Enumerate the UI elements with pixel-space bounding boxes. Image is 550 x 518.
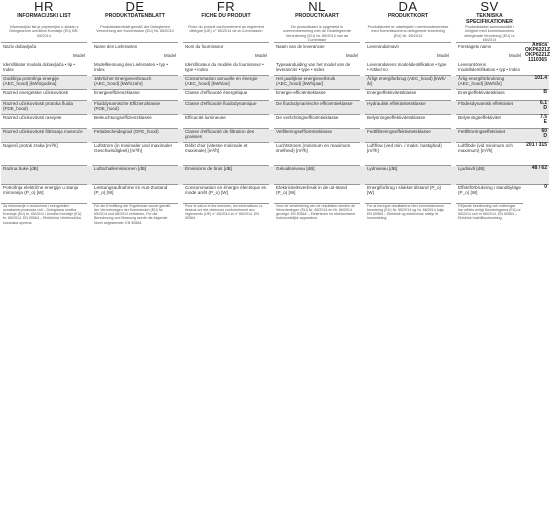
spec-label: Consommation en énergie électrique en mode arrêt (P_o) [W] — [185, 185, 267, 196]
model-identifier-label: Modellkennung des Lieferanten • typ • Index — [94, 62, 168, 73]
spec-label: Leistungsaufnahme im Aus-Zustand (P_o) [W] — [94, 185, 168, 196]
model-identifier-label: Identifikator modela dobavljača • tip • Index — [3, 62, 75, 73]
model-value: OKP6221Z — [525, 46, 550, 53]
document-title: INFORMACIJSKI LIST — [17, 13, 71, 19]
spec-label: Vetfilteringsefficiëntieklasse — [276, 129, 333, 135]
spec-label: Luftflöde (vid minimum och maximum) [m³/h] — [458, 143, 513, 154]
spec-row — [1, 166, 549, 185]
model-identifier-label: Identificateur du modèle du fournisseur • type • Index — [185, 62, 264, 73]
supplier-model-block — [458, 43, 521, 75]
brand-value: Amica — [531, 42, 547, 49]
spec-label-cell — [365, 90, 451, 101]
spec-label-cell — [274, 101, 360, 115]
spec-class-value: E — [543, 119, 547, 126]
spec-row — [1, 76, 549, 90]
spec-label-cell — [365, 115, 451, 129]
spec-label-cell — [274, 129, 360, 143]
spec-value: B — [543, 89, 547, 96]
spec-label: Geluidsniveau [dB] — [276, 166, 315, 172]
spec-label: Razred učinkovitosti filtriranja masnoće — [3, 129, 83, 135]
legal-intro: Produktkortet er udarbejdet i overensstemmelse med Kommissionens delegerede forordning (EU) Nr. 65/2014 — [367, 25, 449, 38]
spec-label-cell — [365, 166, 451, 185]
spec-label-cell — [92, 185, 178, 204]
spec-label-cell — [1, 143, 87, 166]
spec-label: Elektriciteitsverbruik in de uit-stand (P_o) [W] — [276, 185, 347, 196]
spec-label-cell — [92, 129, 178, 143]
spec-label: Årlig energiförbrukning (AEC_hood) [kWh/år] — [458, 76, 505, 87]
spec-label-cell — [183, 166, 269, 185]
document-title: PRODUCTKAART — [295, 13, 339, 19]
spec-label-cell — [456, 166, 523, 185]
spec-label-cell — [274, 115, 360, 129]
spec-class-value: D — [543, 105, 547, 112]
spec-label: Årligt energiforbrug (AEC_hood) [kWh/år] — [367, 76, 446, 87]
spec-label-cell — [456, 76, 523, 90]
spec-label-cell — [92, 143, 178, 166]
supplier-model-block — [367, 43, 449, 75]
spec-label: Effektförbrukning i standbyläge (P_o) [W] — [458, 185, 521, 196]
spec-label: Energie-efficiëntieklasse — [276, 90, 326, 96]
legal-intro: Produktdatenblatt gemäß der Delegierten Verordnung der Kommission (EU) Nr. 65/2014 — [96, 25, 174, 34]
index-value: 1110365 — [528, 56, 547, 63]
spec-label: Energieeffizienzklasse — [94, 90, 140, 96]
spec-label: Razina buke [dB] — [3, 166, 38, 172]
spec-label-cell — [92, 76, 178, 90]
spec-label: Fettabscheidegrad (GFE_hood) — [94, 129, 159, 135]
spec-label-cell — [274, 185, 360, 204]
spec-value: 60 — [541, 128, 547, 135]
language-code: HR — [34, 0, 54, 14]
supplier-values — [525, 42, 550, 63]
product-fiche-table — [1, 0, 549, 264]
supplier-model-block — [94, 43, 176, 75]
spec-row — [1, 43, 549, 76]
spec-label-cell — [183, 43, 269, 76]
language-code: DA — [398, 0, 418, 14]
supplier-label: Företagets namn — [458, 44, 492, 50]
standards-notes: For at beregne resultaterne blev kommissionens forordning (EU) Nr. 65/2014 og Nr. 66/2014 fulgt. EN 50564 – Elektrisk og elektronisk udstyr til husholdning. — [365, 204, 451, 265]
supplier-model-block — [276, 43, 358, 75]
spec-label: Flödesdynamisk effektivitet — [458, 101, 514, 107]
document-title: PRODUKTKORT — [387, 13, 429, 19]
legal-intro: Produktbladet sammanställt i enlighet med kommissionens delegerade förordning (EU) nr 65/2014 — [464, 25, 515, 42]
spec-label: Belysningseffektivitet — [458, 115, 501, 121]
language-code: NL — [308, 0, 326, 14]
spec-label: Émissions de bruit [dB] — [185, 166, 232, 172]
spec-label: Razred učinkovitosti protoka fluida (FDE_hood) — [3, 101, 73, 112]
value-column-header — [523, 0, 549, 13]
spec-value-cell — [523, 115, 549, 129]
model-label: Model — [509, 53, 521, 59]
legal-intro: Informacijski list je pripremljen u skladu s Delegiranom uredbom Komisije (EU) BR. 65/2014 — [9, 25, 79, 38]
spec-label-cell — [183, 101, 269, 115]
spec-label-cell — [456, 115, 523, 129]
spec-label-cell — [365, 76, 451, 90]
spec-label: Razred učinkovitosti rasvjete — [3, 115, 62, 121]
spec-label-cell — [1, 115, 87, 129]
model-label: Model — [437, 53, 449, 59]
spec-label: Lydniveau [dB] — [367, 166, 398, 172]
document-title: TEKNISKA SPECIFIKATIONER — [466, 13, 513, 25]
spec-label-cell — [365, 43, 451, 76]
spec-label: Godišnja potrošnja energije (AEC_hood) [kWh/godina] — [3, 76, 59, 87]
spec-label: Belysningseffektivitetsklasse — [367, 115, 426, 121]
spec-label-cell — [365, 143, 451, 166]
spec-row — [1, 115, 549, 129]
spec-label: Najveći protok zraka [m³/h] — [3, 143, 58, 149]
spec-label: De fluïdodynamische efficiëntieklasse — [276, 101, 353, 107]
language-code-row — [1, 0, 549, 13]
spec-label: Potrošnja električne energije u stanju mirovanja (P_o) [W] — [3, 185, 79, 196]
spec-label: Luchtstroom (minimum en maximum snelheid) [m³/h] — [276, 143, 351, 154]
spec-label-cell — [1, 129, 87, 143]
spec-label-cell — [456, 143, 523, 166]
spec-label-cell — [183, 143, 269, 166]
spec-label-cell — [92, 90, 178, 101]
spec-value-cell — [523, 166, 549, 185]
spec-label-cell — [456, 129, 523, 143]
title-row — [1, 13, 549, 25]
spec-label: Fettfiltreringseffektivitet — [458, 129, 506, 135]
spec-label: Luftstrom (in minimaler und maximaler Geschwindigkeit) [m³/h] — [94, 143, 173, 154]
spec-label: Energieffektivitetsklasse — [367, 90, 417, 96]
supplier-label: Leverandørnavn — [367, 44, 399, 50]
spec-label: Het jaarlijkse energieverbruik (AEC_hood) [kWh/jaar] — [276, 76, 336, 87]
spec-label-cell — [456, 43, 523, 76]
supplier-label: Nom du fournisseur — [185, 44, 224, 50]
spec-value-cell — [523, 101, 549, 115]
spec-label-cell — [92, 101, 178, 115]
model-label: Model — [73, 53, 85, 59]
legal-intro: Fiche du produit conformément au règlement délégué (UE) n° 65/2014 de la Commission — [188, 25, 264, 34]
model-identifier-label: Leverandørens modelidentifikation • type • Artikel no — [367, 62, 447, 73]
supplier-label: Name des Lieferanten — [94, 44, 138, 50]
spec-label-cell — [92, 166, 178, 185]
spec-label-cell — [92, 115, 178, 129]
model-label: Model — [346, 53, 358, 59]
spec-label: Energiforbrug i slukket tilstand (P_o) [W] — [367, 185, 442, 196]
spec-value-cell — [523, 90, 549, 101]
language-code: FR — [216, 0, 236, 14]
spec-label-cell — [274, 143, 360, 166]
spec-row — [1, 143, 549, 166]
spec-class-value: D — [543, 133, 547, 140]
standards-notes: Voor de verstrekking van de resultaten werden de Verordeningen (EU) Nr. 65/2014 en Nr. 66/2014 gevolgd. EN 50564 – Elektrische en elektronische huishoudelijke apparatuur. — [274, 204, 360, 265]
value-column-header — [523, 25, 549, 43]
spec-label-cell — [183, 129, 269, 143]
spec-label: Classe d'efficacité énergétique — [185, 90, 248, 96]
supplier-model-block — [185, 43, 267, 75]
spec-label: Consommation annuelle en énergie (AEC_hood) [kWh/an] — [185, 76, 258, 87]
spec-value: 101.4 — [534, 75, 547, 82]
spec-label-cell — [274, 43, 360, 76]
document-title: FICHE DU PRODUIT — [201, 13, 251, 19]
spec-row — [1, 129, 549, 143]
spec-label-cell — [183, 115, 269, 129]
spec-label-cell — [456, 101, 523, 115]
spec-value: 0 — [544, 184, 547, 191]
model-identifier-label: Leverantörens modellidentifikation • typ • Index — [458, 62, 520, 73]
spec-label-cell — [456, 185, 523, 204]
spec-label-cell — [92, 43, 178, 76]
legal-intro: De productkaart is opgesteld in overeenstemming met de Gedelegeerde Verordening (EU) Nr. 65/2014 van de Commissie — [283, 25, 351, 42]
spec-row — [1, 101, 549, 115]
model-label: Model — [255, 53, 267, 59]
model-identifier-label: Typeaanduiding van het model van de leverancier • type • Index — [276, 62, 351, 73]
standards-notes: Za informacije o izračunima i energetskim oznakama proizvoda vidi – Delegirana uredba Komisije (EU) br. 65/2014 i Uredba Komisije (EU) br. 66/2014. EN 50564 – Električna i elektronička kućanska oprema. — [1, 204, 87, 265]
spec-label: De verlichtingsefficiëntieklasse — [276, 115, 339, 121]
spec-row — [1, 185, 549, 204]
spec-label: Beleuchtungseffizienzklasse — [94, 115, 152, 121]
spec-label: Fedtfiltreringseffektivitetsklasse — [367, 129, 431, 135]
spec-label: Razred energetske učinkovitosti — [3, 90, 69, 96]
standards-notes: Följande bestämning och mätningar har utförts enligt förordningarna (EU) nr 65/2014 och nr 66/2014. EN 50564 – Elektrisk hushållsutrustning. — [456, 204, 523, 265]
spec-value-cell — [523, 143, 549, 166]
spec-value-cell — [523, 76, 549, 90]
spec-label-cell — [365, 129, 451, 143]
supplier-label: Naziv dobavljača — [3, 44, 37, 50]
spec-label: Energieffektivitetsklass — [458, 90, 505, 96]
type-value: OKP6221Z — [525, 51, 550, 58]
spec-value-cell — [523, 43, 549, 76]
spec-label: Jährlicher Energieverbrauch (AEC_hood) [kWh/Jahr] — [94, 76, 152, 87]
language-code: SV — [480, 0, 499, 14]
spec-label-cell — [365, 101, 451, 115]
spec-label-cell — [1, 43, 87, 76]
spec-label-cell — [183, 76, 269, 90]
model-label: Model — [164, 53, 176, 59]
spec-label-cell — [274, 166, 360, 185]
spec-label: Classe d'efficacité de filtration des graisses — [185, 129, 255, 140]
spec-label-cell — [274, 76, 360, 90]
spec-value-cell — [523, 129, 549, 143]
spec-label: Efficacité lumineuse — [185, 115, 226, 121]
spec-label: Hydraulisk effektivitetsklasse — [367, 101, 426, 107]
spec-label-cell — [1, 90, 87, 101]
spec-label-cell — [1, 101, 87, 115]
standards-notes: Für die Ermittlung der Ergebnisse wurde gemäß der Verordnungen der Kommission (EU) Nr. 65/2014 und 66/2014 verfahren. Für die Berechnung und Messung wurde die folgende Norm angewendet: EN 50564. — [92, 204, 178, 265]
spec-value: 7.5 — [540, 114, 547, 121]
spec-label-cell — [1, 166, 87, 185]
spec-label-cell — [183, 185, 269, 204]
spec-value: 201 / 315 — [526, 142, 547, 149]
spec-label-cell — [365, 185, 451, 204]
spec-label-cell — [1, 76, 87, 90]
spec-value-cell — [523, 185, 549, 204]
spec-row — [1, 90, 549, 101]
spec-label-cell — [456, 90, 523, 101]
spec-value: 6.1 — [540, 100, 547, 107]
spec-label: Luftflow (ved min. / maks. hastighed) [m³/h] — [367, 143, 442, 154]
spec-value: 48 / 62 — [531, 165, 547, 172]
supplier-label: Naam van de leverancier — [276, 44, 325, 50]
spec-label: Fluiddynamische Effizienzklasse (FDE_hood) — [94, 101, 161, 112]
document-title: PRODUKTDATENBLATT — [105, 13, 165, 19]
language-code: DE — [125, 0, 145, 14]
standards-notes: Pour le calcul et les mesures, les informations ci-dessus ont été obtenues conformément aux règlements (UE) n° 65/2014 et n° 66/2014. EN 50564. — [183, 204, 269, 265]
supplier-model-block — [3, 43, 85, 75]
spec-label: Ljudnivå [dB] — [458, 166, 485, 172]
intro-row — [1, 25, 549, 43]
notes-row — [1, 204, 549, 265]
spec-label: Luftschallemissionen [dB] — [94, 166, 147, 172]
spec-label: Débit d'air (vitesse minimale et maximale) [m³/h] — [185, 143, 248, 154]
spec-label-cell — [1, 185, 87, 204]
spec-label: Classe d'efficacité fluidodynamique — [185, 101, 257, 107]
value-column-notes — [523, 204, 549, 265]
spec-label-cell — [183, 90, 269, 101]
value-column-header — [523, 13, 549, 25]
spec-label-cell — [274, 90, 360, 101]
